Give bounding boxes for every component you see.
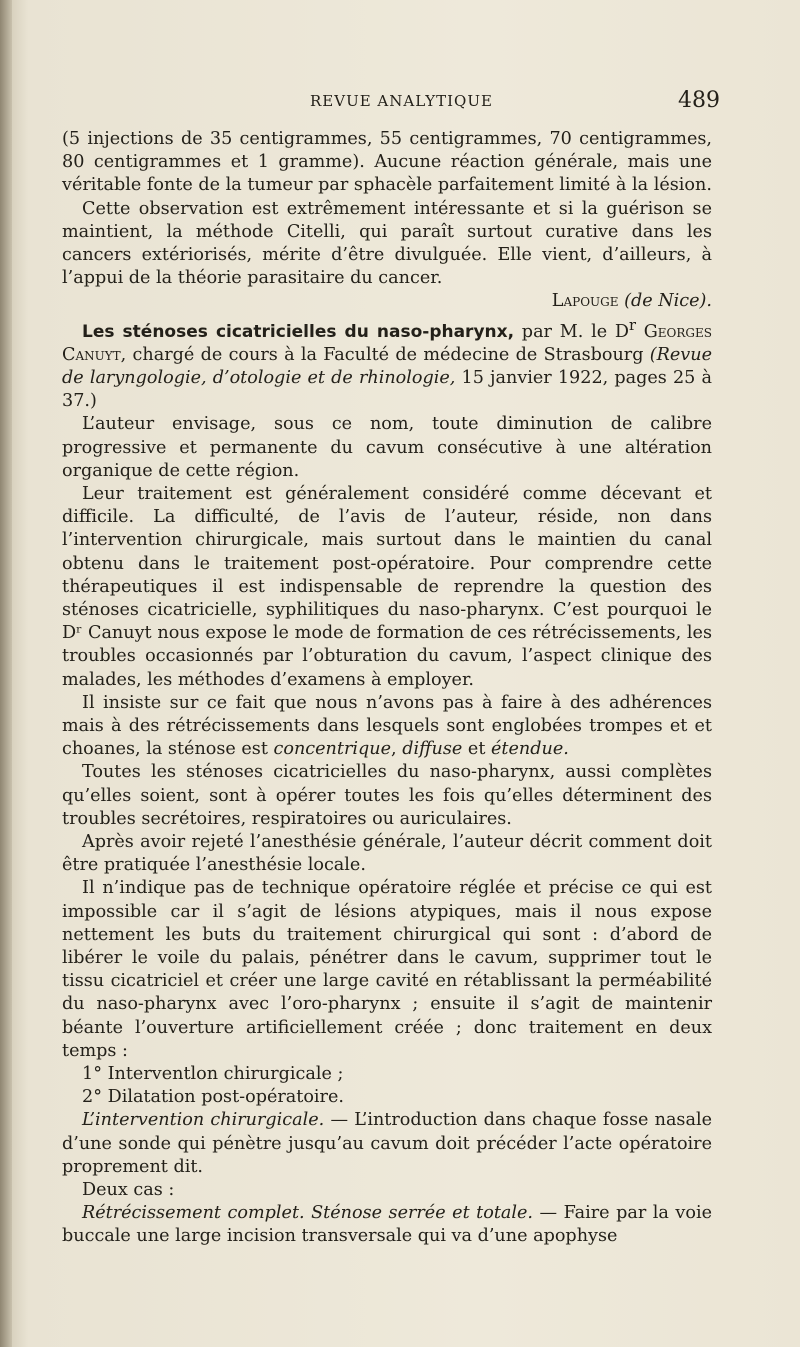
page-number: 489 <box>678 88 720 113</box>
article-author: Georges Canuyt, <box>62 321 712 365</box>
page-binding-shadow <box>0 0 12 1347</box>
article-publication: 15 janvier 1922, pages 25 à 37.) <box>62 367 713 412</box>
article-journal: (Revue de laryngologie, d’otologie et de rhinologie, <box>62 344 712 388</box>
emphasis: diffuse <box>402 739 463 760</box>
paragraph-text: Il insiste sur ce fait que nous n’avons pas à faire à des adhérences mais à des rétrécissements dans lesquels sont englobées trompes et et choanes, la sténose est <box>62 692 712 760</box>
article-affiliation: chargé de cours à la Faculté de médecine de Strasbourg <box>126 344 650 365</box>
page-body <box>62 128 712 1249</box>
section-label: Rétrécissement complet. Sténose serrée et totale. <box>82 1203 534 1224</box>
list-item: 2° Dilatation post-opératoire. <box>82 1087 344 1108</box>
article-dr-sup: r <box>628 316 636 334</box>
separator: et <box>462 739 492 760</box>
page-header <box>60 88 720 114</box>
separator: , <box>391 739 403 760</box>
emphasis: concentrique <box>273 739 392 760</box>
paragraph: Toutes les sténoses cicatricielles du naso-pharynx, aussi complètes qu’elles soient, sont à opérer toutes les fois qu’elles déterminent des troubles secrétoires, respiratoires ou auriculaires. <box>62 762 712 829</box>
signature-place: (de Nice). <box>624 291 712 312</box>
paragraph <box>62 1109 712 1179</box>
paragraph-text: — L’introduction dans chaque fosse nasale d’une sonde qui pénètre jusqu’au cavum doit précéder l’acte opératoire proprement dit. <box>62 1110 712 1177</box>
list-item: 1° Interventlon chirurgicale ; <box>82 1063 344 1084</box>
paragraph: (5 injections de 35 centigrammes, 55 centigrammes, 70 centigrammes, 80 centigrammes et 1 gramme). Aucune réaction générale, mais une véritable fonte de la tumeur par sphacèle parfaitement limité à la lésion. <box>62 129 712 196</box>
emphasis: étendue. <box>491 739 569 760</box>
article-heading <box>62 314 712 414</box>
running-title: REVUE ANALYTIQUE <box>310 92 493 110</box>
review-signature <box>62 290 712 313</box>
signature-name: Lapouge <box>551 291 619 312</box>
section-label: L’intervention chirurgicale. <box>82 1110 325 1131</box>
paragraph: Cette observation est extrêmement intéressante et si la guérison se maintient, la méthode Citelli, qui paraît surtout curative dans les cancers extériorisés, mérite d’être divulguée. Elle vient, d’ailleurs, à l’appui de la théorie parasitaire du cancer. <box>62 198 712 289</box>
paragraph: Deux cas : <box>82 1180 175 1200</box>
article-title: Les sténoses cicatricielles du naso-pharynx, <box>82 321 515 342</box>
paragraph: Il n’indique pas de technique opératoire réglée et précise ce qui est impossible car il s’agit de lésions atypiques, mais il nous expose nettement les buts du traitement chirurgical qui sont : d’abord de libérer le voile du palais, pénétrer dans le cavum, supprimer tout le tissu cicatriciel et créer une large cavité en rétablissant la perméabilité du naso-pharynx avec l’oro-pharynx ; ensuite il s’agit de maintenir béante l’ouverture artificiellement créée ; donc traitement en deux temps : <box>62 878 712 1061</box>
paragraph: L’auteur envisage, sous ce nom, toute diminution de calibre progressive et permanente du cavum consécutive à une altération organique de cette région. <box>62 414 712 481</box>
paragraph-text: — Faire par la voie buccale une large incision transversale qui va d’une apophyse <box>62 1203 713 1247</box>
paragraph: Leur traitement est généralement considéré comme décevant et difficile. La difficulté, de l’avis de l’auteur, réside, non dans l’intervention chirurgicale, mais surtout dans le maintien du canal obtenu dans le traitement post-opératoire. Pour comprendre cette thérapeutiques il est indispensable de reprendre la question des sténoses cicatricielle, syphilitiques du naso-pharynx. C’est pourquoi le Dʳ Canuyt nous expose le mode de formation de ces rétrécissements, les troubles occasionnés par l’obturation du cavum, l’aspect clinique des malades, les méthodes d’examens à employer. <box>62 483 712 690</box>
article-by: par M. le D <box>514 321 629 342</box>
paragraph: Après avoir rejeté l’anesthésie générale, l’auteur décrit comment doit être pratiquée l’anesthésie locale. <box>62 831 712 876</box>
paragraph <box>62 1202 712 1248</box>
paragraph <box>62 692 712 762</box>
